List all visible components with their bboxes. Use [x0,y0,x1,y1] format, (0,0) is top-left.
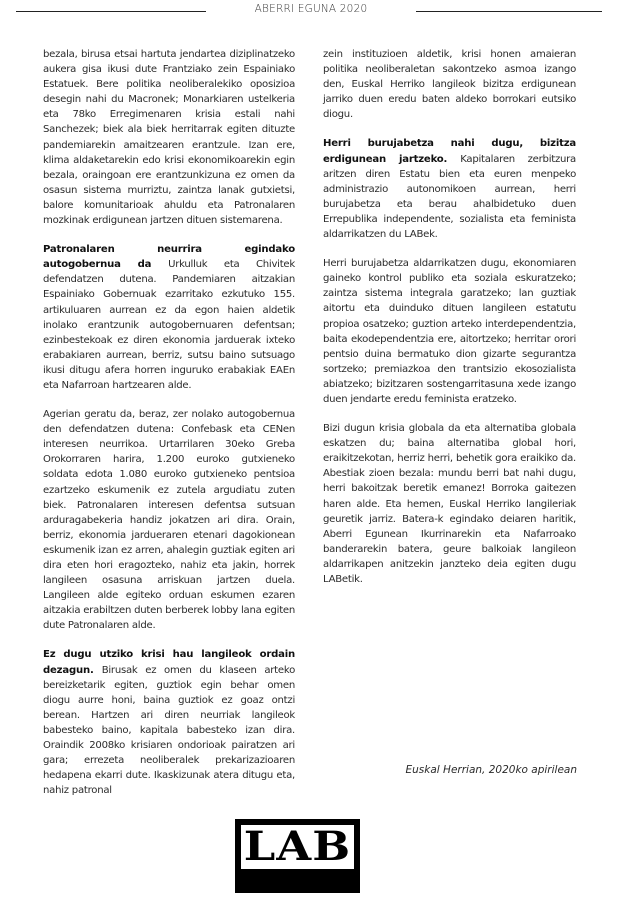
signature: Euskal Herrian, 2020ko apirilean [405,764,577,776]
paragraph-heading: Herri burujabetza nahi dugu, bizitza erdigunean jartzeko. [323,138,576,165]
paragraph-text: Kapitalaren zerbitzura aritzen diren Estatu bien eta euren menpeko administrazio autonomikoen aurrean, herri burujabetza eta berau ahalbidetuko duen Errepublika independente, sozialista eta feminista aldarrikatzen du LABek. [323,153,576,241]
page-header [0,0,623,24]
paragraph-text: zein instituzioen aldetik, krisi honen amaieran politika neoliberaletan sakontzeko asmoa izango den, Euskal Herriko langileok bizitza erdigunean jarriko duen eredu baten aldeko borrokari eutsiko diogu. [323,49,576,121]
paragraph-text: Bizi dugun krisia globala da eta alternatiba globala eskatzen du; baina alternatiba global hori, eraikitzekotan, herriz herri, behetik gora eraikiko da. Abestiak zioen bezala: mundu berri bat nahi dugu, herri bakoitzak beretik emanez! Borroka gaitezen haren alde. Eta hemen, Euskal Herriko langileriak geuretik jarriz. Batera-k egindako deiaren haritik, Aberri Egunean Ikurrinarekin eta Nafarroako banderarekin batera, geure balkoiak langileon aldarrikapen anitzekin janzteko deia egiten dugu LABetik. [323,423,576,585]
paragraph-text: Agerian geratu da, beraz, zer nolako autogobernua den defendatzen dutena: Confebask eta CENen interesen neurrikoa. Urtarrilaren 30eko Greba Orokorraren harira, 1.200 euroko gutxieneko soldata edota 1.080 euroko gutxieneko pentsioa ezartzeko eskumenik ez zutela argudiatu zuten biek. Patronalaren interesen defentsa sutsuan arduragabekeria handiz jokatzen ari dira. Orain, berriz, ekonomia jardueraren etenari dagokionean eskumenik izan ez arren, ahalegin guztiak egiten ari dira eten hori eragozteko, nahiz eta jakin, horrek langileen osasuna arriskuan jartzen duela. Langileen alde egiteko orduan eskumen ezaren aitzakia erabiltzen duten berberek lobby lana egiten dute Patronalaren alde. [43,409,296,632]
header-rule-right [416,11,602,12]
header-rule-left [16,11,206,12]
logo-text: LAB [243,823,352,870]
paragraph [323,136,576,242]
paragraph [323,421,576,587]
paragraph [43,407,295,633]
paragraph-text: bezala, birusa etsai hartuta jendartea diziplinatzeko aukera gisa ikusi dute Frantziako zein Espainiako Estatuek. Bere politika neoliberalekiko oposizioa desegin nahi du Macronek; Monarkiaren ustelkeria eta 78ko Erregimenaren krisia estali nahi Sanchezek; biek ala biek herritarrak egiten dituzte pandemiarekin amaitzearen erantzule. Izan ere, klima aldaketarekin edo krisi ekonomikoarekin egin bezala, oraingoan ere erantzunkizuna ez omen da osasun sistema murriztu, zaintza lanak gutxietsi, balore komunitarioak ahuldu eta Patronalaren mozkinak erdigunean jartzen dituen sistemarena. [43,49,295,227]
right-column [323,47,576,601]
paragraph [323,256,576,407]
paragraph [43,647,295,798]
left-column [43,47,295,812]
paragraph-heading: Ez dugu utziko krisi hau langileok ordain dezagun. [43,649,295,676]
paragraph-text: Urkulluk eta Chivitek defendatzen dutena. Pandemiaren aitzakian Espainiako Gobernuak ezarritako ezkutuko 155. artikuluaren aurrean ez da egon haien aldetik inolako erantzunik autogobernuaren defentsan; ezinbestekoak ez diren ekonomia jarduerak ixteko erabakiaren aurrean, berriz, sutsu baino sutsuago ikusi ditugu afera horren inguruko erabakiak EAEn eta Nafarroan hartzearen alde. [43,259,295,391]
lab-logo-icon [235,819,360,893]
paragraph [43,47,295,228]
paragraph-text: Herri burujabetza aldarrikatzen dugu, ekonomiaren gaineko kontrol publiko eta soziala eskuratzeko; zaintza sistema integrala garatzeko; lan guztiak aitortu eta duinduko dituen langileen estatutu propioa osatzeko; guztion arteko interdependentzia, baita ekodependentzia ere, aitortzeko; herritar orori pentsio duina bermatuko dion gizarte segurantza sortzeko; premiazkoa den trantsizio ekosozialista abiatzeko; bizitzaren sostengarritasuna xede izango duen jendarte eredu feminista eratzeko. [323,258,576,405]
paragraph [323,47,576,122]
paragraph [43,242,295,393]
paragraph-heading: Patronalaren neurrira egindako autogobernua da [43,244,295,271]
paragraph-text: Birusak ez omen du klaseen arteko bereizketarik egiten, guztiok egin behar omen diogu aurre honi, baina guztiok ez goaz ontzi berean. Hartzen ari diren neurriak langileok babesteko baino, kapitala babesteko izan dira. Oraindik 2008ko krisiaren ondorioak pairatzen ari gara; errezeta neoliberalek prekarizazioaren hedapena ekarri dute. Ikaskizunak atera ditugu eta, nahiz patronal [43,664,295,797]
header-title: ABERRI EGUNA 2020 [254,3,368,15]
logo-inner-box [241,825,354,869]
